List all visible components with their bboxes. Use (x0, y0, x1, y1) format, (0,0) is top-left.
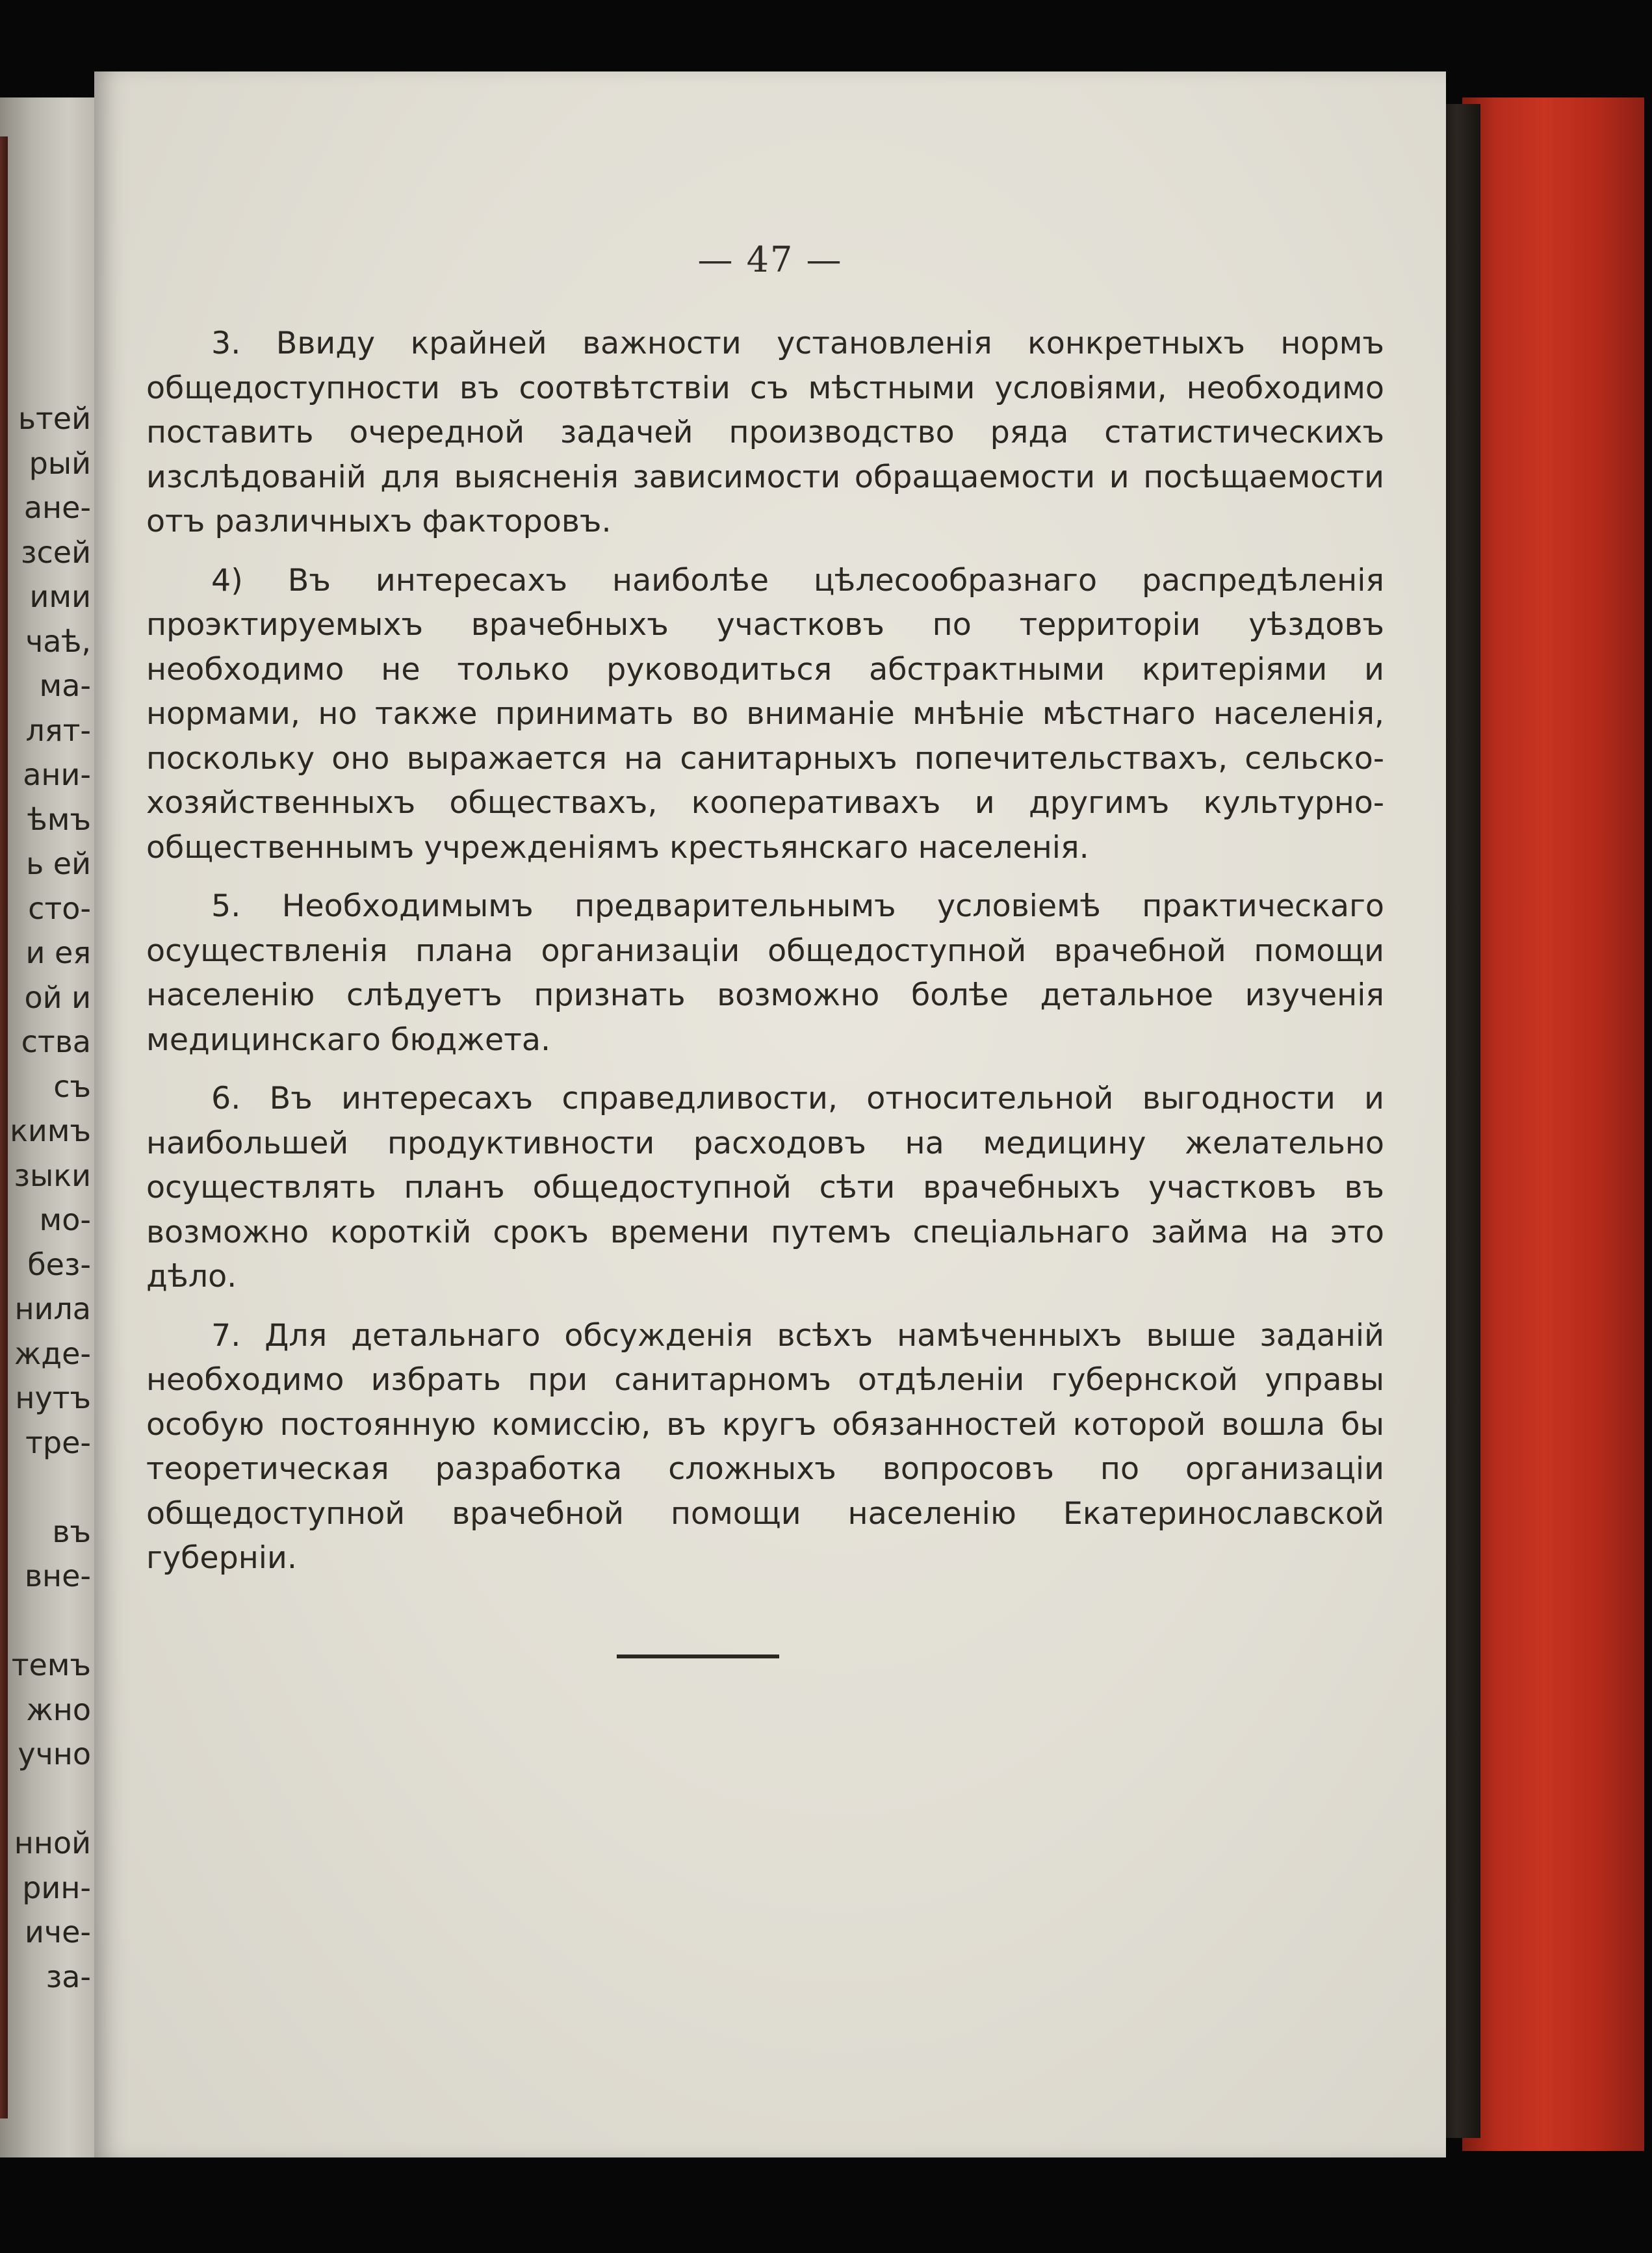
previous-page-line: лят- (25, 712, 91, 748)
page-edges (1441, 104, 1480, 2138)
previous-page-line: ане- (23, 490, 91, 525)
previous-page-line: въ (52, 1513, 91, 1549)
page-number: — 47 — (697, 239, 843, 280)
paragraph-5: 5. Необходимымъ предварительнымъ условіемѣ практическаго осуществленія плана организаціи общедоступной врачебной помощи населенію слѣдуетъ признать возможно болѣе детальное изученія медицинскаго бюджета. (146, 888, 1384, 1058)
previous-page-line: ства (21, 1024, 91, 1059)
previous-page-line: тре- (25, 1424, 91, 1460)
previous-page-line: темъ (11, 1647, 91, 1682)
previous-page-line (0, 1599, 91, 1643)
previous-page-line: иче- (25, 1914, 91, 1950)
previous-page-line (0, 1777, 91, 1822)
previous-page-line: ма- (39, 668, 91, 703)
previous-page (0, 97, 97, 2157)
previous-page-line: за- (45, 1959, 91, 1994)
previous-page-line: ими (29, 579, 91, 614)
previous-page-line: чаѣ, (25, 623, 91, 659)
previous-page-line: ой и (24, 979, 91, 1015)
paragraph-4: 4) Въ интересахъ наиболѣе цѣлесообразнаго распредѣленія проэктируемыхъ врачебныхъ участковъ по территоріи уѣздовъ необходимо не только руководиться абстрактными критеріями и нормами, но также принимать во вниманіе мнѣніе мѣстнаго населенія, поскольку оно выражается на санитарныхъ попечительствахъ, сельско-хозяйственныхъ обществахъ, кооперативахъ и другимъ культурно-общественнымъ учрежденіямъ крестьянскаго населенія. (146, 562, 1384, 866)
previous-page-line: рый (29, 445, 91, 481)
previous-page-line: ь ей (26, 846, 91, 881)
previous-page-line: зсей (21, 534, 91, 570)
paragraph-7: 7. Для детальнаго обсужденія всѣхъ намѣченныхъ выше заданій необходимо избрать при санитарномъ отдѣленіи губернской управы особую постоянную комиссію, въ кругъ обязанностей которой вошла бы теоретическая разработка сложныхъ вопросовъ по организаціи общедоступной врачебной помощи населенію Екатеринославской губерніи. (146, 1317, 1384, 1576)
previous-page-line: зыки (14, 1157, 91, 1193)
previous-page-line: сто- (28, 890, 91, 926)
previous-page-line: жно (26, 1692, 91, 1727)
previous-page-line: ани- (23, 757, 91, 792)
previous-page-line: нной (14, 1825, 91, 1860)
previous-page-line: ѣмъ (27, 801, 91, 837)
previous-page-line: и ея (25, 935, 91, 970)
previous-page-line: съ (53, 1068, 91, 1104)
previous-page-line: мо- (39, 1202, 91, 1237)
book-cover (1462, 97, 1644, 2151)
previous-page-line: без- (27, 1246, 91, 1282)
previous-page-line: вне- (24, 1558, 91, 1593)
paragraph-6: 6. Въ интересахъ справедливости, относительной выгодности и наибольшей продуктивности расходовъ на медицину желательно осуществлять планъ общедоступной сѣти врачебныхъ участковъ въ возможно короткій срокъ времени путемъ спеціальнаго займа на это дѣло. (146, 1081, 1384, 1294)
paragraph-3: 3. Ввиду крайней важности установленія конкретныхъ нормъ общедоступности въ соотвѣтствіи съ мѣстными условіями, необходимо поставить очередной задачей производство ряда статистическихъ изслѣдованій для выясненія зависимости обращаемости и посѣщаемости отъ различныхъ факторовъ. (146, 326, 1384, 539)
previous-page-line: жде- (14, 1335, 91, 1371)
previous-page-text (0, 396, 91, 1999)
previous-page-line: нила (14, 1291, 91, 1326)
previous-page-line: ьтей (18, 401, 91, 436)
previous-page-line (0, 1465, 91, 1510)
previous-page-line: рин- (22, 1870, 91, 1905)
previous-page-line: учно (18, 1736, 91, 1771)
page-body (146, 322, 1384, 1595)
closing-rule (617, 1654, 779, 1658)
document-page (94, 71, 1446, 2157)
previous-page-line: кимъ (10, 1113, 91, 1148)
previous-page-line: нутъ (15, 1380, 91, 1415)
